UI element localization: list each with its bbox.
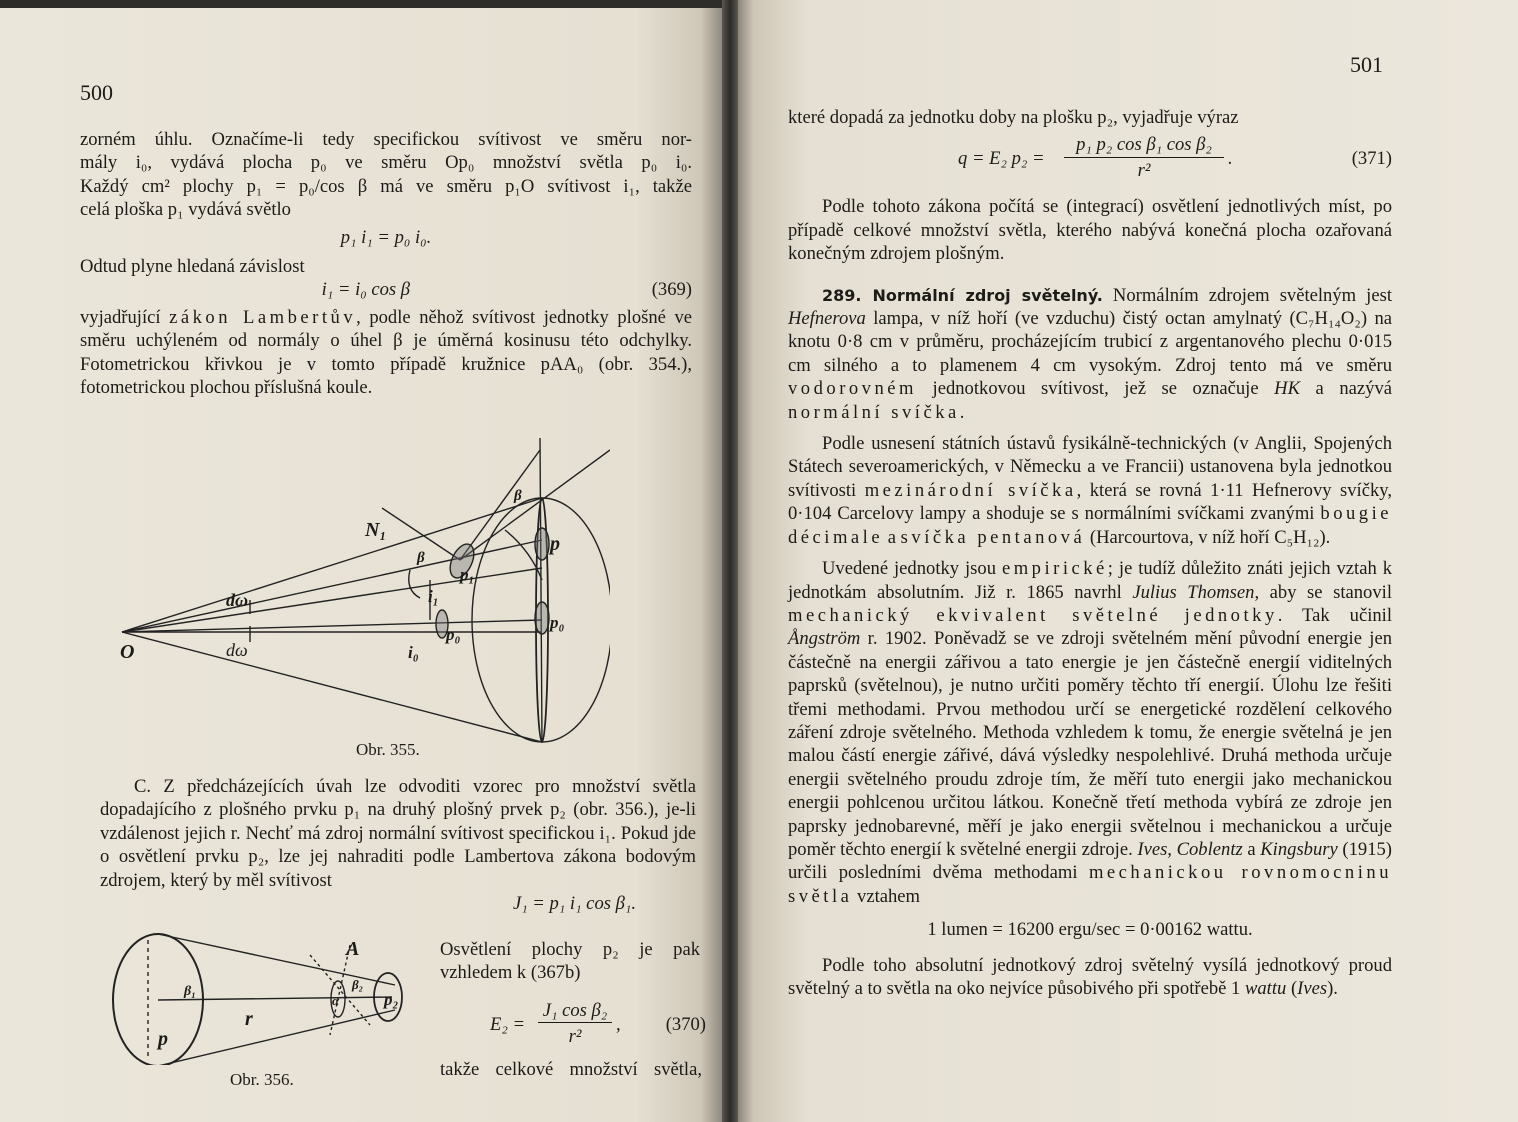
right-text	[788, 106, 1392, 1000]
label-p0-right: p₀	[550, 613, 565, 632]
italic-term: Ives	[1297, 978, 1328, 999]
italic-term: Hefnerova	[788, 308, 866, 330]
italic-term: HK	[1274, 378, 1300, 400]
text-line: zorném úhlu. Označíme-li tedy specifickou svítivost ve směru nor-	[80, 129, 692, 150]
eq371-lhs: q = E₂ p₂ =	[958, 148, 1045, 170]
figure-355	[110, 420, 610, 750]
label-p: p	[158, 1028, 168, 1050]
eq370-denominator: r²	[568, 1026, 582, 1047]
figure-356	[100, 925, 430, 1065]
eq370-numerator: J₁ cos β₂	[538, 1000, 612, 1023]
label-p2: p₂	[384, 990, 399, 1009]
lambert-paragraph	[80, 306, 692, 400]
label-N1: N₁	[365, 519, 387, 541]
spaced-term: empirické	[1001, 558, 1108, 580]
equation-369	[80, 278, 692, 301]
eq371-numerator: p₁ p₂ cos β₁ cos β₂	[1064, 133, 1224, 157]
equation-370	[490, 1000, 706, 1050]
label-A: A	[346, 938, 360, 960]
left-page	[0, 0, 722, 1122]
italic-term: Kingsbury	[1260, 838, 1338, 860]
paragraph-c: C. Z předcházejících úvah lze odvoditi vzorec pro množství světla dopadajícího z plošného prvku p₁ na druhý plošný prvek p₂ (obr. 356.), je-li vzdálenost jejich r. Nechť má zdroj normální svítivost specifickou i₁. Pokud jde o osvětlení prvku p₂, lze jej nahraditi podle Lambertova zákona bodovým zdrojem, který by měl svítivost	[100, 776, 696, 891]
top-edge-band	[0, 0, 722, 8]
label-beta-left: β	[417, 550, 425, 566]
left-top-text	[80, 128, 692, 399]
text-span: vyjadřující	[80, 306, 170, 328]
right-page	[738, 0, 1518, 1122]
text-span: (	[1286, 978, 1298, 999]
italic-term: Julius Thomsen	[1132, 581, 1255, 603]
equation-body: i₁ = i₀ cos β	[321, 279, 411, 301]
paragraph-last	[788, 954, 1392, 1001]
label-beta2: β₂	[352, 977, 364, 992]
caption-fig356: Obr. 356.	[230, 1070, 294, 1089]
text-line: celá ploška p₁ vydává světlo	[80, 199, 291, 221]
spaced-term: normální svíčka.	[788, 401, 968, 423]
section-heading: 289. Normální zdroj světelný.	[822, 285, 1103, 305]
text-span: , aby se stanovil	[1254, 581, 1392, 603]
caption-fig355: Obr. 355.	[356, 740, 420, 759]
paragraph-uvedene	[788, 557, 1392, 908]
spaced-term: bougie décimale	[788, 503, 1392, 548]
left-side-text	[440, 938, 700, 985]
text-span: ).	[1327, 978, 1338, 999]
label-domega-top: dω	[226, 590, 249, 610]
text-span: a	[883, 526, 901, 548]
label-beta-top: β	[514, 488, 522, 504]
label-r: r	[245, 1008, 253, 1030]
equation-J1: J₁ = p₁ i₁ cos β₁.	[512, 893, 636, 915]
text-line: Každý cm² plochy p₁ = p₀/cos β má ve směru p₁O svítivost i₁, takže	[80, 175, 692, 197]
italic-term: Ives, Coblentz	[1137, 838, 1243, 860]
text-span: (Harcourtova, v níž hoří C₅H₁₂).	[1085, 526, 1331, 548]
text-span: lampa, v níž hoří (ve vzduchu) čistý octan amylnatý (C₇H₁₄O₂) na knotu 0·8 cm v průměru, procházejícím trubicí z argentanového plechu 0·015 cm silného a to plamenem 4 cm vysokým. Zdroj tento má ve směru	[788, 308, 1392, 376]
text-line: mály i₀, vydává plocha p₀ ve směru Op₀ množství světla p₀ i₀.	[80, 152, 692, 174]
final-line: takže celkové množství světla,	[440, 1059, 702, 1080]
eq371-denominator: r²	[1137, 160, 1151, 182]
equation-p1i1: p₁ i₁ = p₀ i₀.	[340, 226, 432, 248]
paragraph-podle: Podle tohoto zákona počítá se (integrací) osvětlení jednotlivých míst, po případě celkové množství světla, kterého nabývá konečná plocha ozařovaná konečným zdrojem plošným.	[788, 196, 1392, 265]
text-span: Podle toho absolutní jednotkový zdroj světelný vysílá jednotkový proud světelný a to světla na oko nejvíce působivého při spotřebě 1	[788, 954, 1392, 999]
label-beta1: β₁	[184, 984, 197, 999]
left-final-text	[440, 1058, 702, 1081]
page-number-left: 500	[80, 80, 113, 105]
label-p0-left: p₀	[446, 625, 461, 644]
eq371-number: (371)	[1351, 148, 1392, 170]
eq370-lhs: E₂ =	[490, 1014, 526, 1035]
italic-term: Ångström	[788, 628, 861, 650]
label-alpha: α	[332, 993, 340, 1008]
label-O: O	[120, 641, 135, 663]
italic-term: wattu	[1244, 978, 1287, 999]
text-span: r. 1902. Poněvadž se ve zdroji světelném mění původní energie jen částečně na energii zářivou a tato energie je jen částečně energií viditelných paprsků (světelnou), je nutno určiti poměry těchto tří energií. Úlohu lze řešiti třemi methodami. Prvou methodou určí se energetické rozdělení celkového záření zdroje světelného. Methoda vzhledem k tomu, že energie světelná je jen malou částí energie zářivé, dává výsledky nespolehlivé. Druhá methoda určuje energii světelného proudu zdroje tím, že měří tuto energii jako mechanickou energii pohlcenou určitou látkou. Konečně třetí methoda vybírá ze zdroje jen paprsky jednobarevné, měří je jako energii světelnou i mechanickou a určuje poměr těchto energií k světelné energii zdroje.	[788, 628, 1392, 860]
text-span: a	[1242, 838, 1261, 860]
label-domega-bottom: dω	[226, 640, 248, 660]
text-span: , podle něhož svítivost jednotky plošné ve směru uchýleném od normály o úhel β je úměrná kosinusu této odchylky. Fotometrickou křivkou je v tomto případě kružnice pAA₀ (obr. 354.), fotometrickou plochou příslušná koule.	[80, 306, 693, 399]
text-span: jednotkovou svítivost, jež se označuje	[917, 378, 1275, 400]
paragraph-usneseni	[788, 432, 1392, 549]
paragraph-289	[788, 284, 1392, 424]
side-paragraph: Osvětlení plochy p₂ je pak vzhledem k (367b)	[440, 939, 700, 984]
label-i1: i₁	[428, 587, 439, 606]
spaced-term: vodorovném	[788, 378, 917, 400]
equation-371	[788, 129, 1392, 185]
spaced-term: svíčka pentanová	[900, 526, 1086, 548]
equation-number: (369)	[651, 279, 692, 301]
page-number-right: 501	[1350, 52, 1383, 77]
text-span: . Tak učinil	[1277, 604, 1392, 626]
text-line: které dopadá za jednotku doby na plošku p₂, vyjadřuje výraz	[788, 107, 1239, 128]
eq370-comma: ,	[616, 1014, 621, 1035]
spaced-term: mechanický ekvivalent světelné jednotky	[788, 604, 1278, 626]
text-span: Uvedené jednotky jsou	[822, 558, 1002, 580]
eq371-dot: .	[1228, 148, 1233, 170]
label-i0: i₀	[408, 643, 419, 662]
label-p1: p₁	[460, 565, 475, 584]
label-p: p	[550, 533, 560, 555]
left-bottom-text	[100, 775, 696, 915]
spaced-term: mechanickou rovnomocninu světla	[788, 862, 1392, 907]
text-span: ; je tudíž důležito znáti jejich vztah k jednotkám absolutním. Již r. 1865 navrhl	[788, 558, 1392, 603]
equation-lumen: 1 lumen = 16200 ergu/sec = 0·00162 wattu.	[927, 919, 1253, 941]
text-span: a nazývá	[1300, 378, 1392, 400]
eq370-number: (370)	[665, 1014, 706, 1035]
text-span: Podle usnesení státních ústavů fysikálně-technických (v Anglii, Spojených Státech severoamerických, v Německu a ve Francii) ustanovena byla jednotkou svítivosti	[788, 433, 1392, 501]
text-span: vztahem	[852, 885, 921, 907]
spaced-term: zákon Lambertův	[169, 306, 357, 328]
text-span: Normálním zdrojem světelným jest	[1102, 284, 1392, 306]
spaced-term: mezinárodní svíčka	[864, 479, 1077, 501]
text-line: Odtud plyne hledaná závislost	[80, 256, 305, 278]
text-span: (1915) určili posledními dvěma methodami	[788, 838, 1392, 884]
text-span: , která se rovná 1·11 Hefnerovy svíčky, 0·104 Carcelovy lampy a shoduje se s normálními svíčkami zvanými	[788, 479, 1393, 525]
book-gutter	[722, 0, 738, 1122]
